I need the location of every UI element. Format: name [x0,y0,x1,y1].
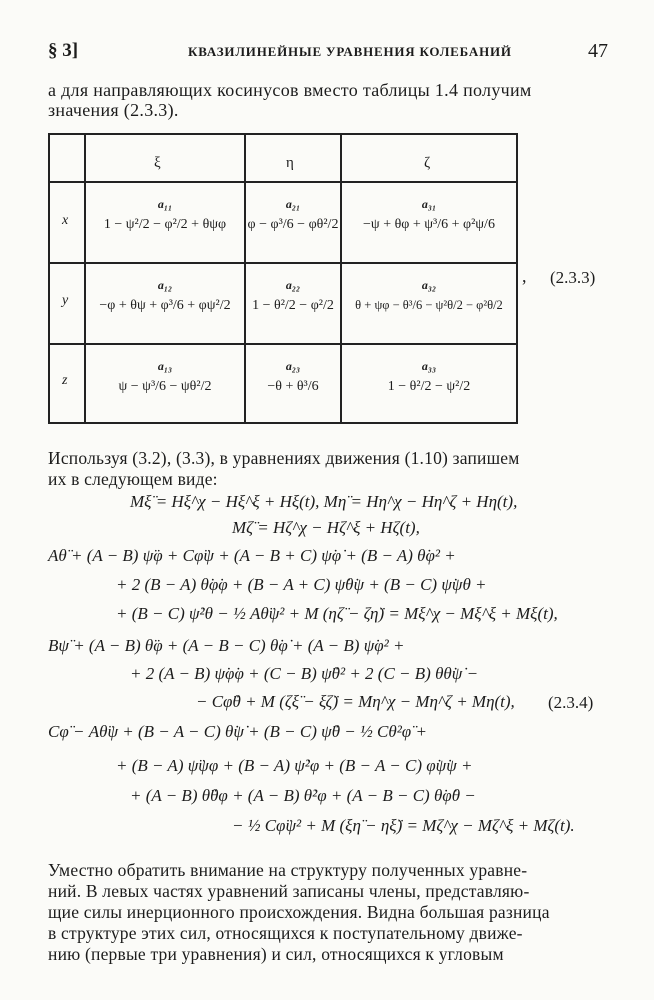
coefficient-label: a₁₃ [157,359,173,373]
intro-line-1: а для направляющих косинусов вместо таблицы 1.4 получим [48,80,532,100]
equation-line: Cφ̈ − Aθ̈ψ + (B − A − C) θ̇ψ̇ + (B − C) ψ̈θ − ½ Cθ²φ̈ + [48,722,427,741]
table-trailing-comma: , [522,266,527,286]
column-header-xi: ξ [154,155,161,171]
cell-expression: −ψ + θφ + ψ³/6 + φ²ψ/6 [363,217,495,232]
table-cell [342,278,516,313]
cell-expression: 1 − θ²/2 − φ²/2 [252,298,334,313]
equation-line: + (B − C) ψ̇²θ − ½ Aθ̈ψ² + M (ηζ̈ − ζη̈) = Mξ^χ − Mξ^ξ + Mξ(t), [116,604,558,623]
closing-line-5: нию (первые три уравнения) и сил, относящихся к угловым [48,944,504,964]
table-cell [86,197,244,233]
coefficient-label: a₃₃ [421,359,437,373]
equation-line: − ½ Cφ̈ψ² + M (ξη̈ − ηξ̈) = Mζ^χ − Mζ^ξ + Mζ(t). [232,816,575,835]
cell-expression: φ − φ³/6 − φθ²/2 [247,217,339,232]
table-cell [246,278,340,314]
column-header-zeta: ζ [424,155,431,171]
equation-line: Bψ̈ + (A − B) θ̈φ + (A − B − C) θ̇φ̇ + (A − B) ψ̇φ² + [48,636,405,655]
equation-number-2-3-4: (2.3.4) [548,693,594,712]
page-number: 47 [588,40,608,62]
cell-expression: −θ + θ³/6 [267,379,319,394]
cell-expression: 1 − θ²/2 − ψ²/2 [387,379,471,394]
equation-line: + 2 (A − B) ψ̇φ̇φ + (C − B) ψ̈θ² + 2 (C − B) θθ̇ψ̇ − [130,664,479,683]
closing-line-4: в структуре этих сил, относящихся к поступательному движе- [48,923,523,943]
cell-expression: −φ + θψ + φ³/6 + φψ²/2 [99,298,231,313]
equation-number-2-3-3: (2.3.3) [550,268,596,287]
table-cell [342,359,516,395]
table-cell [86,278,244,314]
equation-line: + (B − A) ψ̈ψφ + (B − A) ψ̇²φ + (B − A − C) φ̇ψ̇ψ + [116,756,473,775]
closing-line-3: щие силы инерционного происхождения. Видна большая разница [48,902,550,922]
table-cell [246,359,340,395]
row-label-x: x [62,213,69,228]
section-marker: § 3] [48,40,79,61]
column-header-eta: η [286,155,294,171]
equation-line: + (A − B) θ̈θφ + (A − B) θ̇²φ + (A − B − C) θ̇φ̇θ − [130,786,476,805]
coefficient-label: a₃₁ [421,197,437,211]
equation-line: Mζ̈ = Hζ^χ − Hζ^ξ + Hζ(t), [232,518,420,537]
equation-line: Mξ̈ = Hξ^χ − Hξ^ξ + Hξ(t), Mη̈ = Hη^χ − Hη^ζ + Hη(t), [130,492,518,511]
table-cell [86,359,244,395]
row-label-y: y [62,293,69,308]
direction-cosine-table [48,133,518,424]
coefficient-label: a₃₂ [421,278,437,292]
coefficient-label: a₂₂ [285,278,301,292]
coefficient-label: a₂₃ [285,359,301,373]
table-cell [246,197,340,233]
equation-line: Aθ̈ + (A − B) ψ̈φ + Cφ̈ψ + (A − B + C) ψ̇φ̇ + (B − A) θ̇φ² + [48,546,456,565]
coefficient-label: a₁₂ [157,278,173,292]
row-label-z: z [62,373,68,388]
closing-line-2: ний. В левых частях уравнений записаны члены, представляю- [48,881,530,901]
equation-line: − Cφ̈θ + M (ζξ̈ − ξζ̈) = Mη^χ − Mη^ζ + Mη(t), [196,692,515,711]
coefficient-label: a₂₁ [285,197,301,211]
intro-line-2: значения (2.3.3). [48,100,179,120]
cell-expression: θ + ψφ − θ³/6 − ψ²θ/2 − φ²θ/2 [355,298,503,312]
running-head: КВАЗИЛИНЕЙНЫЕ УРАВНЕНИЯ КОЛЕБАНИЙ [188,44,512,59]
text-line-1: Используя (3.2), (3.3), в уравнениях движения (1.10) запишем [48,448,520,468]
coefficient-label: a₁₁ [157,197,173,211]
table-cell [342,197,516,233]
cell-expression: ψ − ψ³/6 − ψθ²/2 [118,379,212,394]
closing-line-1: Уместно обратить внимание на структуру полученных уравне- [48,860,528,880]
equation-line: + 2 (B − A) θ̇φ̇φ + (B − A + C) ψ̇θ̇ψ + (B − C) ψ̇ψθ + [116,575,487,594]
text-line-2: их в следующем виде: [48,469,218,489]
cell-expression: 1 − ψ²/2 − φ²/2 + θψφ [103,217,227,232]
